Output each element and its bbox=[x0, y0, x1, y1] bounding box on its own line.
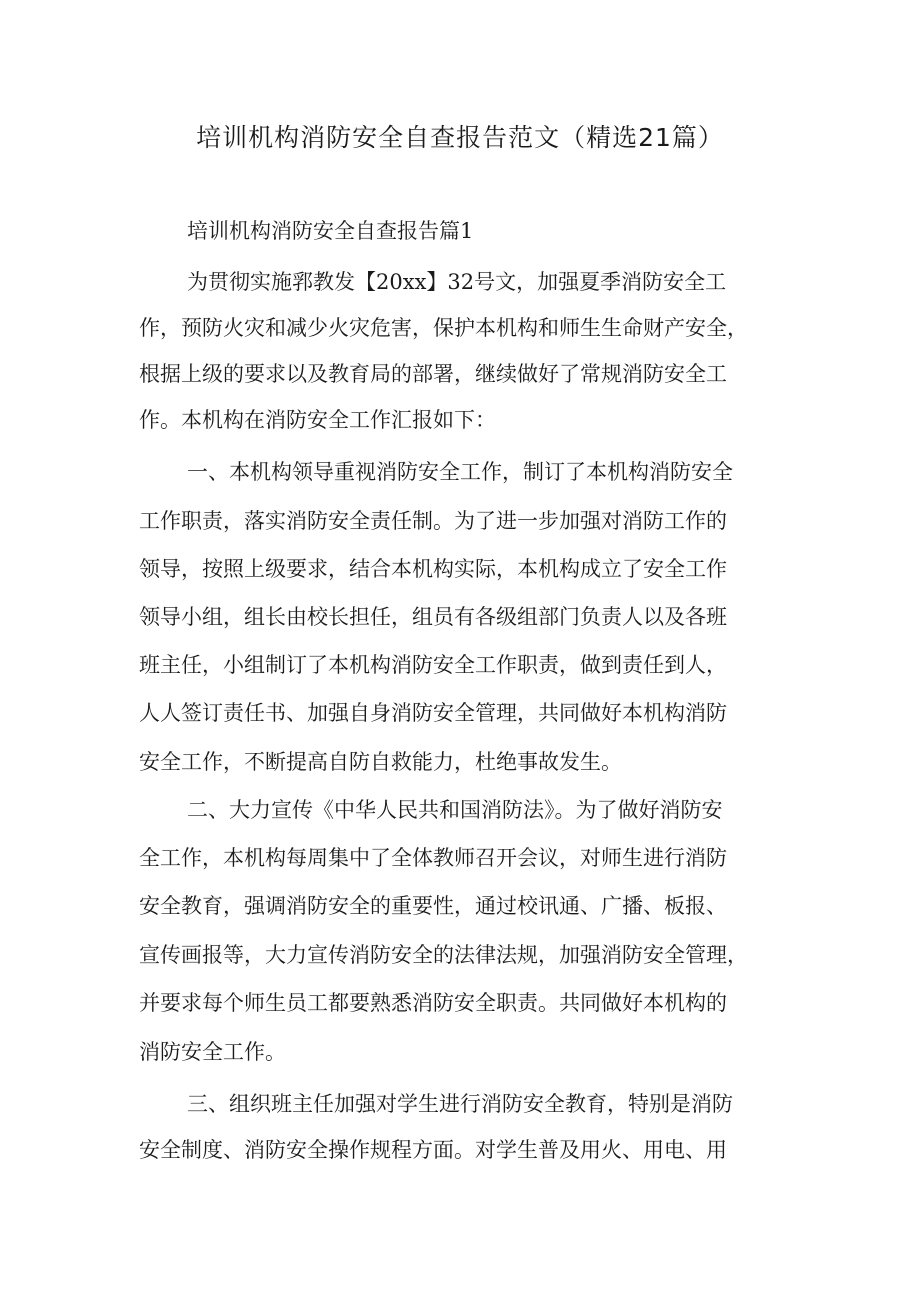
paragraph-line: 工作职责，落实消防安全责任制。为了进一步加强对消防工作的 bbox=[139, 509, 727, 533]
paragraph-line: 消防安全工作。 bbox=[139, 1040, 286, 1064]
paragraph-line: 宣传画报等，大力宣传消防安全的法律法规，加强消防安全管理， bbox=[139, 943, 748, 967]
paragraph-line: 安全工作，不断提高自防自救能力，杜绝事故发生。 bbox=[139, 750, 622, 774]
paragraph-line: 全工作，本机构每周集中了全体教师召开会议，对师生进行消防 bbox=[139, 846, 727, 870]
document-title: 培训机构消防安全自查报告范文（精选21篇） bbox=[196, 123, 724, 152]
paragraph-line: 人人签订责任书、加强自身消防安全管理，共同做好本机构消防 bbox=[139, 701, 727, 725]
paragraph-line: 并要求每个师生员工都要熟悉消防安全职责。共同做好本机构的 bbox=[139, 991, 727, 1015]
paragraph-line: 班主任，小组制订了本机构消防安全工作职责，做到责任到人， bbox=[139, 653, 727, 677]
paragraph-line: 作。本机构在消防安全工作汇报如下： bbox=[139, 408, 496, 432]
paragraph-line: 为贯彻实施郛教发【20xx】32号文，加强夏季消防安全工 bbox=[187, 270, 727, 294]
paragraph-line: 安全制度、消防安全操作规程方面。对学生普及用火、用电、用 bbox=[139, 1138, 727, 1162]
paragraph-line: 安全教育，强调消防安全的重要性，通过校讯通、广播、板报、 bbox=[139, 894, 727, 918]
paragraph-line: 领导，按照上级要求，结合本机构实际，本机构成立了安全工作 bbox=[139, 557, 727, 581]
paragraph-line: 三、组织班主任加强对学生进行消防安全教育，特别是消防 bbox=[187, 1092, 733, 1116]
paragraph-line: 作，预防火灾和减少火灾危害，保护本机构和师生生命财产安全， bbox=[139, 316, 748, 340]
paragraph-line: 一、本机构领导重视消防安全工作，制订了本机构消防安全 bbox=[187, 460, 733, 484]
section-heading: 培训机构消防安全自查报告篇1 bbox=[187, 219, 474, 243]
paragraph-line: 领导小组，组长由校长担任，组员有各级组部门负责人以及各班 bbox=[139, 605, 727, 629]
paragraph-line: 根据上级的要求以及教育局的部署，继续做好了常规消防安全工 bbox=[139, 362, 727, 386]
paragraph-line: 二、大力宣传《中华人民共和国消防法》。为了做好消防安 bbox=[187, 798, 723, 822]
